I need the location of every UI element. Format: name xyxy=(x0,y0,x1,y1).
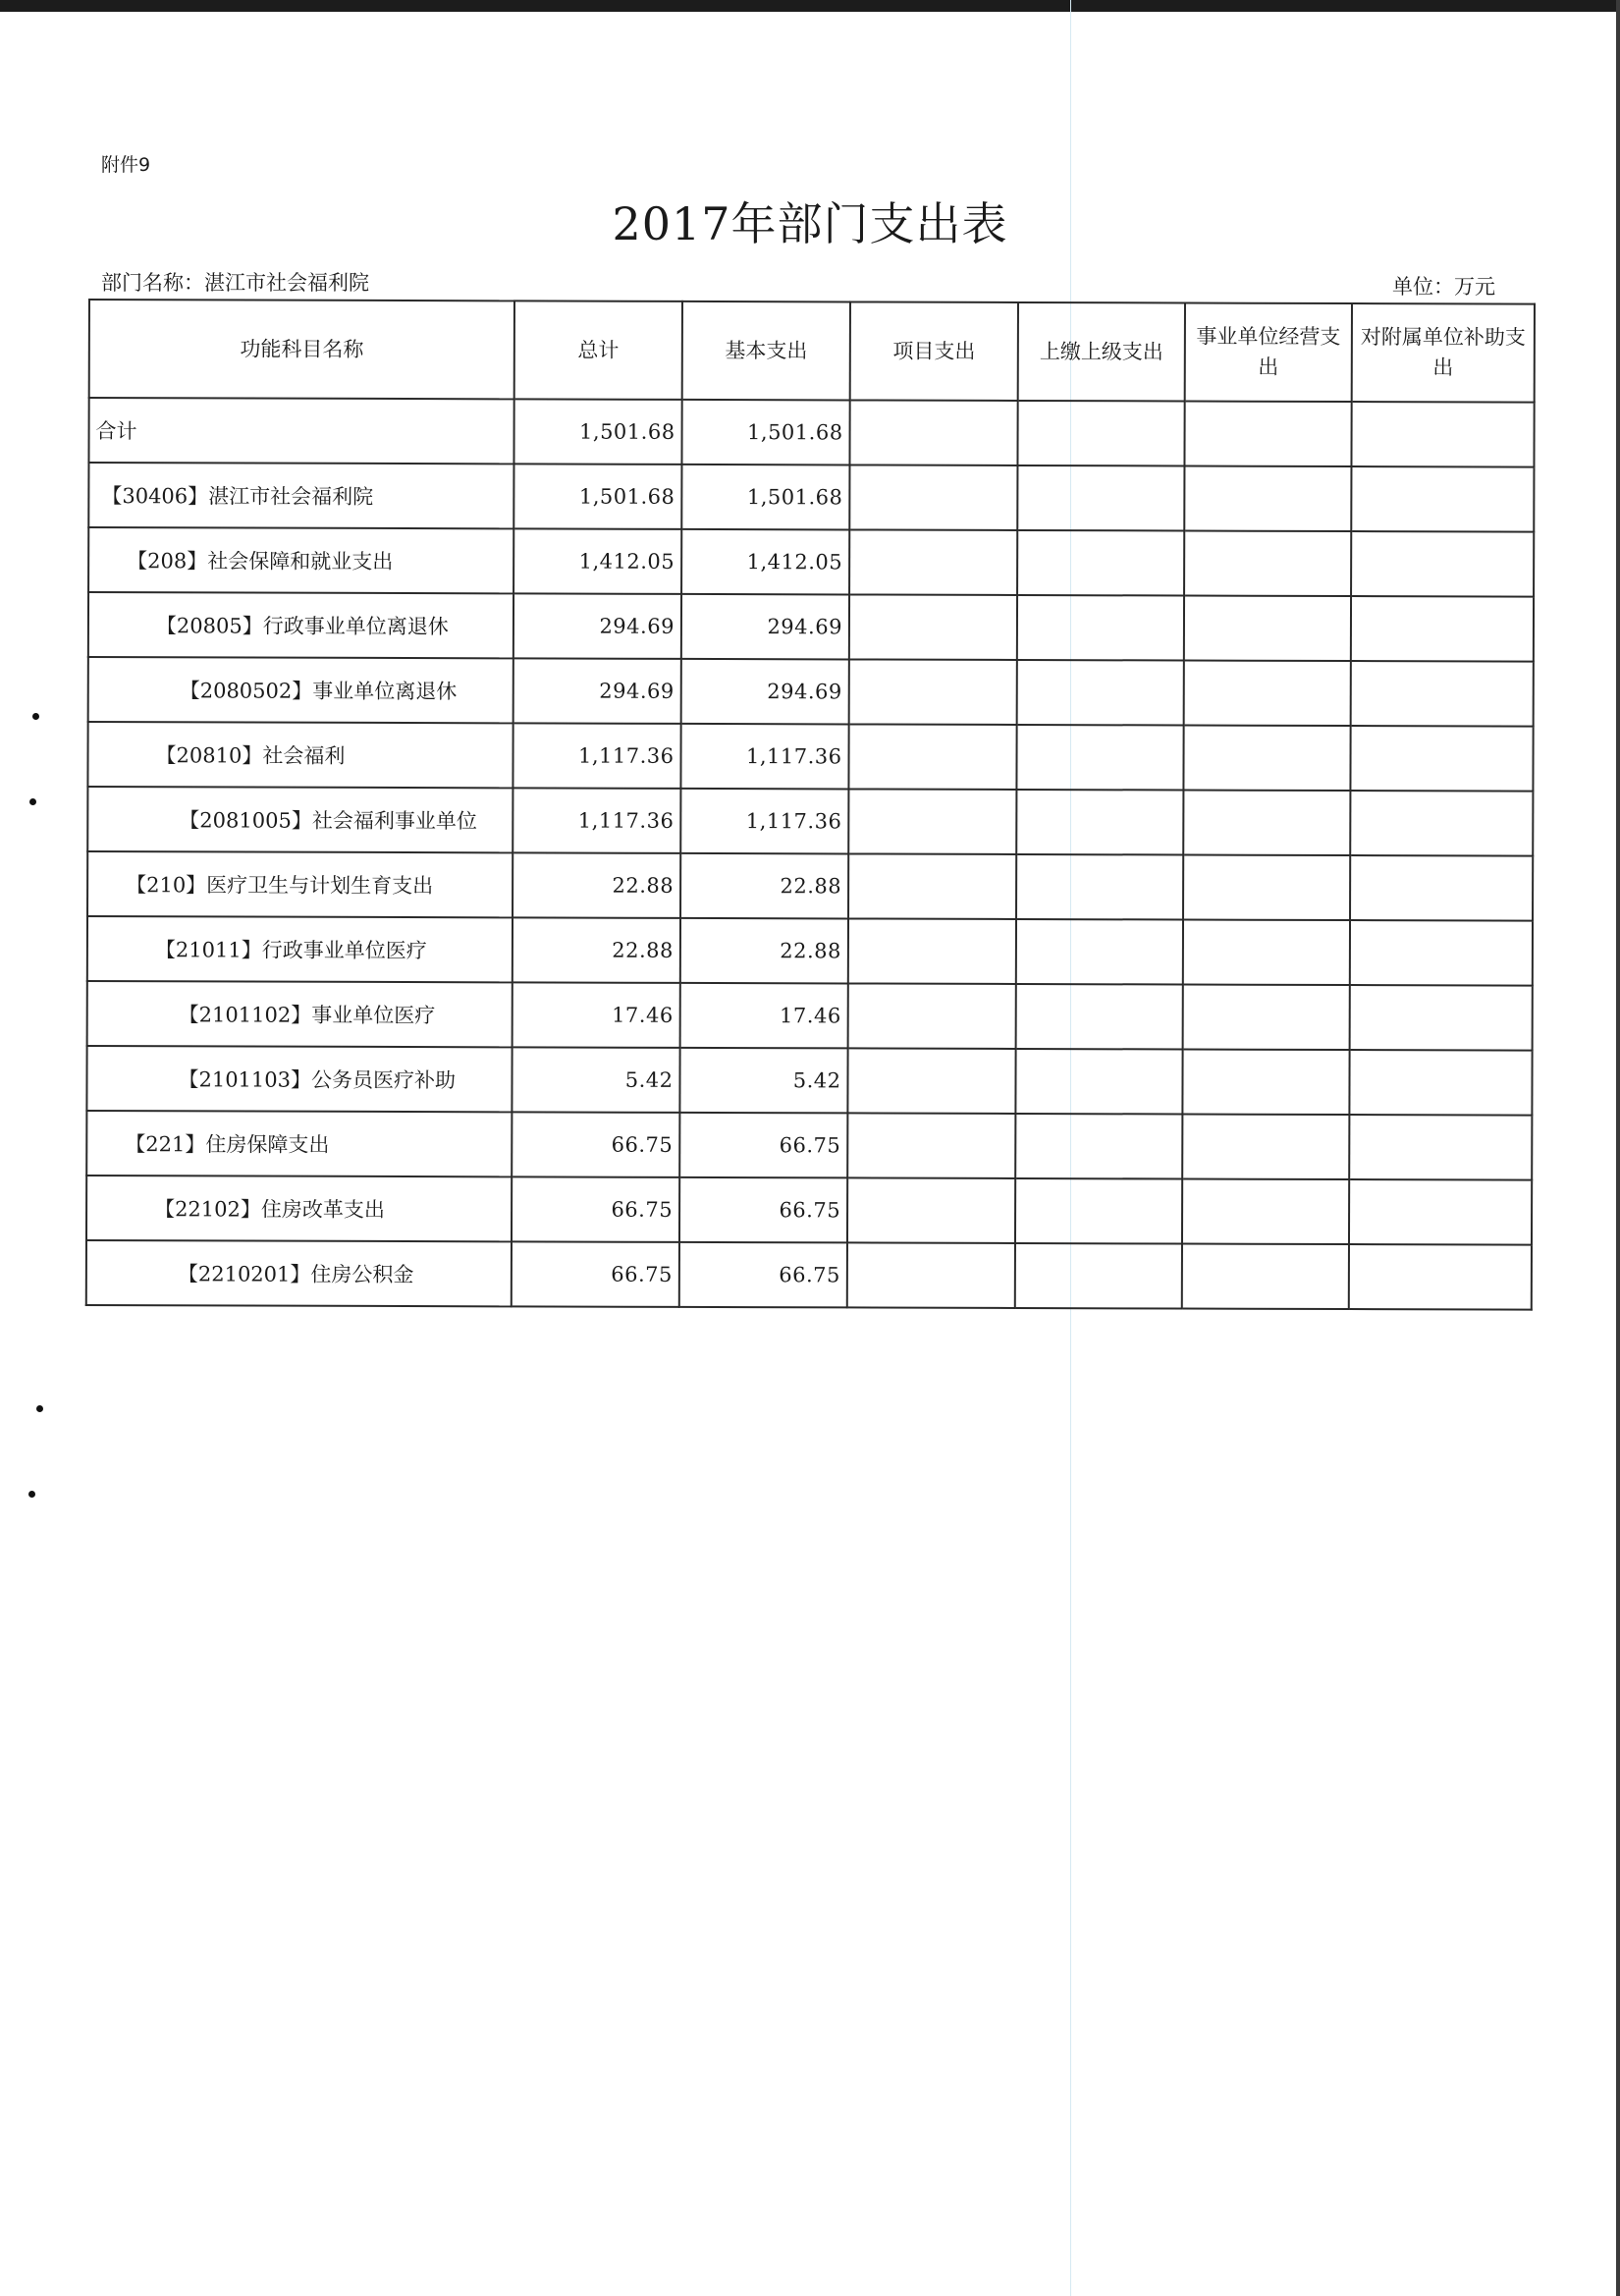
table-row xyxy=(87,787,1533,856)
row-basic-cell: 1,117.36 xyxy=(680,724,848,790)
row-business-cell xyxy=(1183,855,1350,921)
header-total: 总计 xyxy=(514,301,682,400)
punch-hole-dot xyxy=(36,1405,43,1412)
row-upper-cell xyxy=(1017,530,1184,596)
row-project-cell xyxy=(848,983,1016,1049)
row-basic-cell: 1,501.68 xyxy=(681,400,849,465)
table-row xyxy=(88,398,1534,467)
row-upper-cell xyxy=(1017,401,1184,466)
row-total-cell: 1,501.68 xyxy=(513,464,681,529)
row-business-cell xyxy=(1183,791,1350,856)
row-upper-cell xyxy=(1017,595,1184,661)
row-total-cell: 22.88 xyxy=(513,917,680,983)
row-name-cell: 【20810】社会福利 xyxy=(87,722,513,788)
row-subsidy-cell xyxy=(1350,985,1533,1051)
row-upper-cell xyxy=(1016,790,1183,855)
row-name-cell: 【208】社会保障和就业支出 xyxy=(88,527,513,593)
row-total-cell: 1,501.68 xyxy=(513,399,681,465)
row-upper-cell xyxy=(1016,919,1183,985)
page-title: 2017年部门支出表 xyxy=(612,197,1008,250)
row-total-cell: 66.75 xyxy=(512,1241,679,1307)
row-business-cell xyxy=(1182,1244,1349,1310)
row-business-cell xyxy=(1184,596,1351,662)
row-business-cell xyxy=(1184,531,1351,597)
row-business-cell xyxy=(1184,466,1351,532)
row-basic-cell: 1,117.36 xyxy=(680,789,848,854)
row-business-cell xyxy=(1183,985,1350,1051)
table-row xyxy=(86,1175,1532,1245)
row-project-cell xyxy=(849,529,1017,595)
row-total-cell: 5.42 xyxy=(512,1047,679,1113)
row-project-cell xyxy=(847,1242,1015,1308)
row-business-cell xyxy=(1182,1179,1349,1245)
row-subsidy-cell xyxy=(1350,920,1533,986)
row-basic-cell: 5.42 xyxy=(679,1048,847,1114)
row-name-cell: 【2081005】社会福利事业单位 xyxy=(87,787,513,852)
row-name-cell: 【2210201】住房公积金 xyxy=(86,1240,512,1306)
row-upper-cell xyxy=(1017,660,1184,726)
table-body xyxy=(86,398,1535,1310)
table-row xyxy=(88,592,1534,662)
row-name-cell: 【210】医疗卫生与计划生育支出 xyxy=(87,851,513,917)
row-business-cell xyxy=(1184,402,1351,467)
table-row xyxy=(88,463,1534,532)
row-upper-cell xyxy=(1017,465,1184,531)
row-total-cell: 66.75 xyxy=(512,1176,679,1242)
scan-right-edge xyxy=(1616,0,1620,2296)
row-subsidy-cell xyxy=(1351,402,1534,467)
row-basic-cell: 1,501.68 xyxy=(681,465,849,530)
row-project-cell xyxy=(849,659,1017,725)
table-row xyxy=(87,851,1533,921)
row-basic-cell: 294.69 xyxy=(681,594,849,660)
row-upper-cell xyxy=(1015,1178,1182,1244)
row-business-cell xyxy=(1182,1115,1349,1180)
row-basic-cell: 66.75 xyxy=(679,1113,847,1178)
row-project-cell xyxy=(847,1113,1015,1178)
attachment-label: 附件9 xyxy=(101,154,151,176)
row-basic-cell: 22.88 xyxy=(680,853,848,919)
row-name-cell: 【22102】住房改革支出 xyxy=(86,1175,512,1241)
table-row xyxy=(87,722,1533,792)
row-business-cell xyxy=(1183,920,1350,986)
unit-label: 单位：万元 xyxy=(1392,275,1495,299)
row-basic-cell: 17.46 xyxy=(680,983,848,1049)
row-business-cell xyxy=(1183,726,1350,792)
header-function-name: 功能科目名称 xyxy=(89,300,514,399)
department-name: 部门名称：湛江市社会福利院 xyxy=(101,271,369,295)
row-project-cell xyxy=(849,400,1017,465)
row-subsidy-cell xyxy=(1349,1115,1532,1180)
row-total-cell: 1,117.36 xyxy=(513,723,680,789)
row-upper-cell xyxy=(1015,1243,1182,1309)
row-basic-cell: 294.69 xyxy=(681,659,849,725)
table-row xyxy=(87,916,1533,986)
row-project-cell xyxy=(847,1177,1015,1243)
row-business-cell xyxy=(1184,661,1351,727)
table-row xyxy=(86,1046,1532,1116)
table-row xyxy=(87,981,1533,1051)
row-subsidy-cell xyxy=(1350,726,1533,792)
header-subsidy: 对附属单位补助支出 xyxy=(1352,303,1535,403)
row-name-cell: 【2101103】公务员医疗补助 xyxy=(86,1046,512,1112)
row-subsidy-cell xyxy=(1351,596,1534,662)
row-total-cell: 1,117.36 xyxy=(513,788,680,853)
header-business: 事业单位经营支出 xyxy=(1185,303,1352,403)
row-project-cell xyxy=(849,465,1017,530)
row-project-cell xyxy=(848,724,1016,790)
row-name-cell: 【2101102】事业单位医疗 xyxy=(87,981,513,1047)
row-name-cell: 【221】住房保障支出 xyxy=(86,1111,512,1176)
punch-hole-dot xyxy=(32,713,39,720)
row-name-cell: 【21011】行政事业单位医疗 xyxy=(87,916,513,982)
row-subsidy-cell xyxy=(1351,531,1534,597)
header-project: 项目支出 xyxy=(850,301,1018,401)
punch-hole-dot xyxy=(28,1491,35,1498)
row-project-cell xyxy=(848,918,1016,984)
expense-table xyxy=(85,299,1536,1311)
row-business-cell xyxy=(1182,1050,1349,1116)
table-row xyxy=(86,1111,1532,1180)
row-name-cell: 合计 xyxy=(88,398,513,464)
row-upper-cell xyxy=(1016,854,1183,920)
punch-hole-dot xyxy=(29,798,36,805)
table-row xyxy=(86,1240,1532,1310)
table-row xyxy=(88,527,1534,597)
row-subsidy-cell xyxy=(1349,1179,1532,1245)
row-project-cell xyxy=(849,594,1017,660)
row-basic-cell: 66.75 xyxy=(679,1242,847,1308)
row-project-cell xyxy=(848,789,1016,854)
row-upper-cell xyxy=(1015,1049,1182,1115)
row-project-cell xyxy=(847,1048,1015,1114)
row-basic-cell: 22.88 xyxy=(680,918,848,984)
row-upper-cell xyxy=(1015,1114,1182,1179)
row-name-cell: 【2080502】事业单位离退休 xyxy=(88,657,513,723)
row-name-cell: 【30406】湛江市社会福利院 xyxy=(88,463,513,528)
table-row xyxy=(88,657,1534,727)
row-subsidy-cell xyxy=(1349,1244,1532,1310)
row-upper-cell xyxy=(1016,984,1183,1050)
header-basic: 基本支出 xyxy=(682,301,850,401)
row-total-cell: 17.46 xyxy=(513,982,680,1048)
row-subsidy-cell xyxy=(1351,466,1534,532)
row-basic-cell: 66.75 xyxy=(679,1177,847,1243)
row-subsidy-cell xyxy=(1351,661,1534,727)
row-total-cell: 66.75 xyxy=(512,1112,679,1177)
row-subsidy-cell xyxy=(1350,855,1533,921)
row-name-cell: 【20805】行政事业单位离退休 xyxy=(88,592,513,658)
row-total-cell: 22.88 xyxy=(513,852,680,918)
row-basic-cell: 1,412.05 xyxy=(681,529,849,595)
row-subsidy-cell xyxy=(1349,1050,1532,1116)
row-project-cell xyxy=(848,853,1016,919)
table-header-row xyxy=(89,300,1535,403)
row-total-cell: 294.69 xyxy=(513,658,681,724)
row-total-cell: 294.69 xyxy=(513,593,681,659)
row-subsidy-cell xyxy=(1350,791,1533,856)
scan-top-edge xyxy=(0,0,1620,12)
row-upper-cell xyxy=(1016,725,1183,791)
header-upper: 上缴上级支出 xyxy=(1018,302,1185,402)
row-total-cell: 1,412.05 xyxy=(513,528,681,594)
